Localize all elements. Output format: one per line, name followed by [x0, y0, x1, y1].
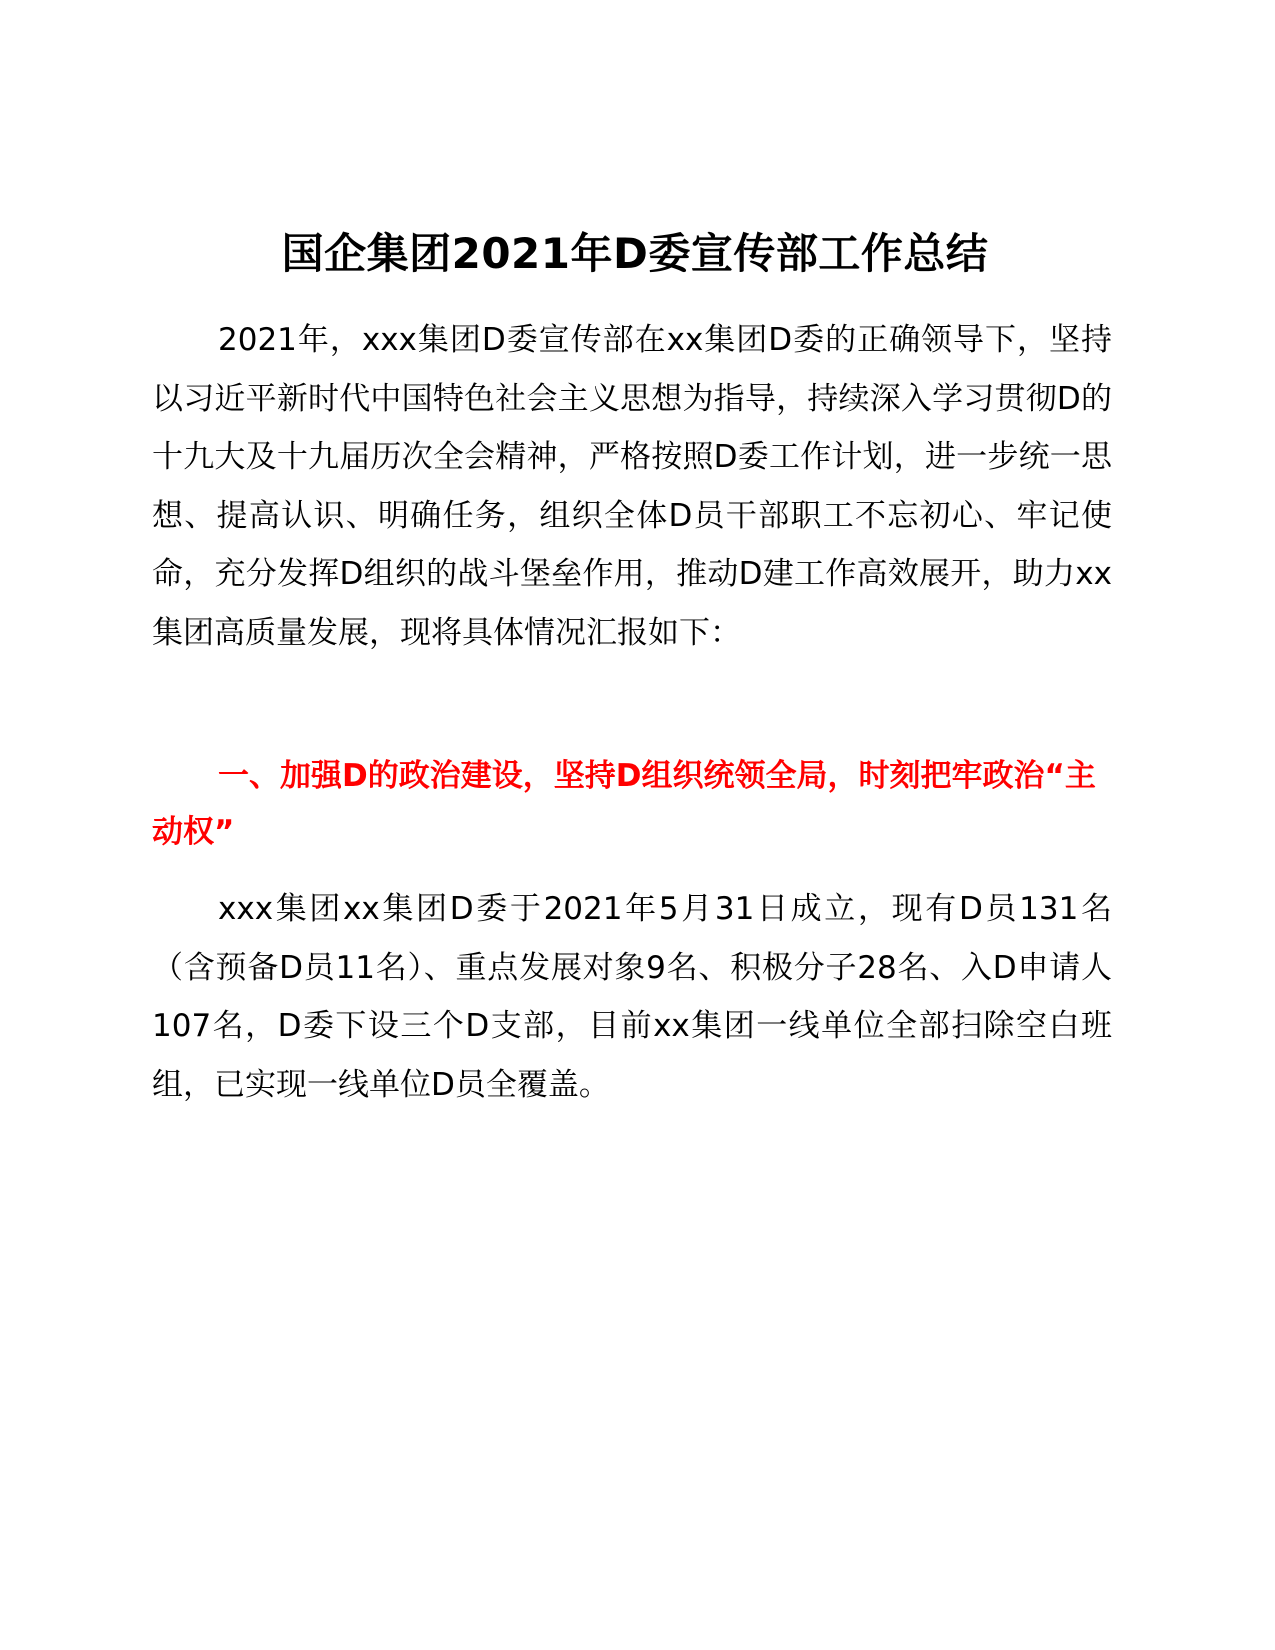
section-1-paragraph: xxx集团xx集团D委于2021年5月31日成立，现有D员131名（含预备D员11名）、重点发展对象9名、积极分子28名、入D申请人107名，D委下设三个D支部，目前xx集团一线单位全部扫除空白班组，已实现一线单位D员全覆盖。 [152, 891, 1112, 1103]
intro-paragraph: 2021年，xxx集团D委宣传部在xx集团D委的正确领导下，坚持以习近平新时代中国特色社会主义思想为指导，持续深入学习贯彻D的十九大及十九届历次全会精神，严格按照D委工作计划，进一步统一思想、提高认识、明确任务，组织全体D员干部职工不忘初心、牢记使命，充分发挥D组织的战斗堡垒作用，推动D建工作高效展开，助力xx集团高质量发展，现将具体情况汇报如下： [152, 322, 1112, 651]
document-title: 国企集团2021年D委宣传部工作总结 [281, 229, 989, 278]
section-heading-1: 一、加强D的政治建设，坚持D组织统领全局，时刻把牢政治“主动权” [152, 758, 1096, 850]
